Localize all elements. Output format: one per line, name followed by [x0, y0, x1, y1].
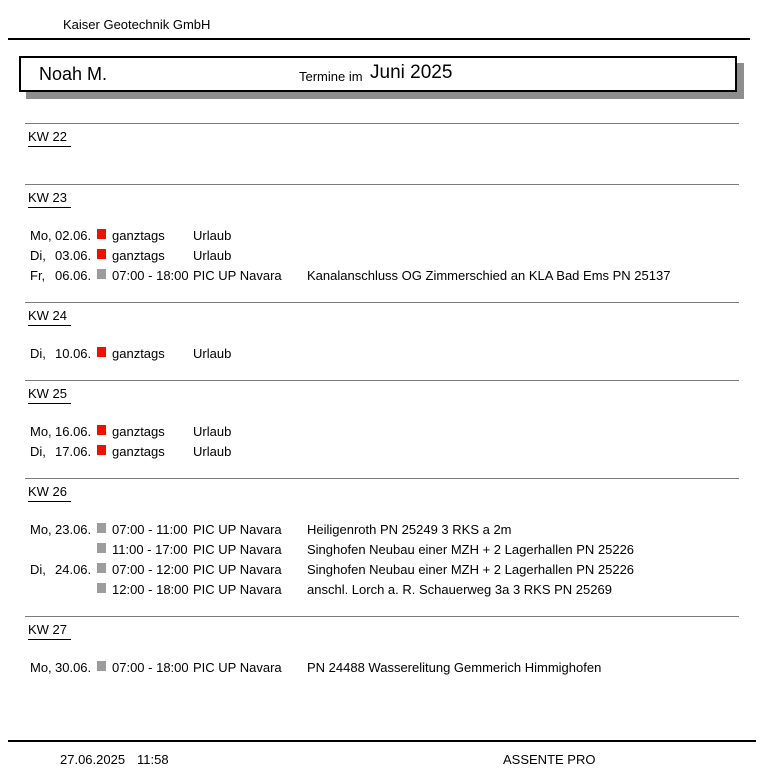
week-section	[25, 302, 739, 380]
row-date: 16.06.	[55, 424, 92, 439]
appointment-marker-icon	[97, 347, 106, 357]
week-section	[25, 184, 739, 302]
appointment-row	[25, 559, 739, 579]
row-day: Di,	[30, 248, 46, 263]
row-time: 12:00 - 18:00	[112, 582, 189, 597]
week-label: KW 27	[28, 622, 71, 640]
appointment-marker-icon	[97, 563, 106, 573]
report-title-prefix: Termine im	[299, 69, 363, 84]
appointment-marker-icon	[97, 249, 106, 259]
person-name: Noah M.	[39, 64, 108, 84]
company-name: Kaiser Geotechnik GmbH	[63, 17, 211, 32]
week-rows	[25, 421, 739, 461]
weeks-list	[25, 123, 739, 694]
row-description: Kanalanschluss OG Zimmerschied an KLA Bad Ems PN 25137	[307, 268, 671, 283]
week-rows	[25, 164, 739, 167]
appointment-row	[25, 441, 739, 461]
row-description: Singhofen Neubau einer MZH + 2 Lagerhallen PN 25226	[307, 542, 635, 557]
appointment-row	[25, 519, 739, 539]
row-resource: PIC UP Navara	[193, 542, 282, 557]
row-date: 30.06.	[55, 660, 92, 675]
appointment-marker-icon	[97, 425, 106, 435]
row-resource: PIC UP Navara	[193, 562, 282, 577]
row-date: 23.06.	[55, 522, 92, 537]
week-rows	[25, 225, 739, 285]
week-label: KW 22	[28, 129, 71, 147]
appointment-row	[25, 225, 739, 245]
row-date: 02.06.	[55, 228, 92, 243]
week-rows	[25, 657, 739, 677]
row-resource: Urlaub	[193, 444, 232, 459]
appointment-marker-icon	[97, 583, 106, 593]
row-description: Singhofen Neubau einer MZH + 2 Lagerhallen PN 25226	[307, 562, 635, 577]
appointment-row	[25, 245, 739, 265]
row-time: 07:00 - 11:00	[112, 522, 188, 537]
row-time: 07:00 - 18:00	[112, 660, 189, 675]
appointment-marker-icon	[97, 661, 106, 671]
row-day: Mo,	[30, 424, 52, 439]
appointment-row	[25, 579, 739, 599]
week-section	[25, 123, 739, 184]
row-resource: PIC UP Navara	[193, 268, 282, 283]
row-date: 03.06.	[55, 248, 92, 263]
row-day: Mo,	[30, 522, 52, 537]
row-description: anschl. Lorch a. R. Schauerweg 3a 3 RKS PN 25269	[307, 582, 612, 597]
appointment-row	[25, 657, 739, 677]
footer-print-time: 11:58	[137, 752, 169, 767]
appointment-marker-icon	[97, 269, 106, 279]
appointment-marker-icon	[97, 229, 106, 239]
row-time: 07:00 - 12:00	[112, 562, 189, 577]
footer-app-name: ASSENTE PRO	[503, 752, 596, 767]
row-resource: PIC UP Navara	[193, 660, 282, 675]
row-time: 07:00 - 18:00	[112, 268, 189, 283]
row-resource: PIC UP Navara	[193, 582, 282, 597]
appointment-row	[25, 265, 739, 285]
row-day: Di,	[30, 444, 46, 459]
week-label: KW 23	[28, 190, 71, 208]
header-rule	[8, 38, 750, 40]
week-label: KW 25	[28, 386, 71, 404]
row-day: Di,	[30, 562, 46, 577]
row-date: 17.06.	[55, 444, 92, 459]
row-time: ganztags	[112, 346, 165, 361]
row-resource: PIC UP Navara	[193, 522, 282, 537]
appointment-row	[25, 421, 739, 441]
row-time: ganztags	[112, 424, 165, 439]
appointment-marker-icon	[97, 543, 106, 553]
week-rows	[25, 343, 739, 363]
report-month: Juni 2025	[370, 62, 453, 83]
footer-rule	[8, 740, 756, 742]
week-section	[25, 616, 739, 694]
footer-print-date: 27.06.2025	[60, 752, 126, 767]
row-description: PN 24488 Wasserelitung Gemmerich Himmighofen	[307, 660, 602, 675]
row-date: 06.06.	[55, 268, 92, 283]
row-description: Heiligenroth PN 25249 3 RKS a 2m	[307, 522, 512, 537]
row-day: Mo,	[30, 228, 52, 243]
appointment-row	[25, 343, 739, 363]
row-time: 11:00 - 17:00	[112, 542, 188, 557]
week-section	[25, 478, 739, 616]
week-label: KW 24	[28, 308, 71, 326]
row-resource: Urlaub	[193, 424, 232, 439]
row-resource: Urlaub	[193, 248, 232, 263]
row-day: Di,	[30, 346, 46, 361]
row-date: 24.06.	[55, 562, 92, 577]
row-time: ganztags	[112, 228, 165, 243]
row-time: ganztags	[112, 248, 165, 263]
report-title-bar	[19, 56, 737, 92]
row-day: Mo,	[30, 660, 52, 675]
row-date: 10.06.	[55, 346, 92, 361]
week-rows	[25, 519, 739, 599]
week-label: KW 26	[28, 484, 71, 502]
row-resource: Urlaub	[193, 228, 232, 243]
appointment-row	[25, 539, 739, 559]
row-resource: Urlaub	[193, 346, 232, 361]
appointment-marker-icon	[97, 523, 106, 533]
row-day: Fr,	[30, 268, 46, 283]
appointment-marker-icon	[97, 445, 106, 455]
week-section	[25, 380, 739, 478]
row-time: ganztags	[112, 444, 165, 459]
